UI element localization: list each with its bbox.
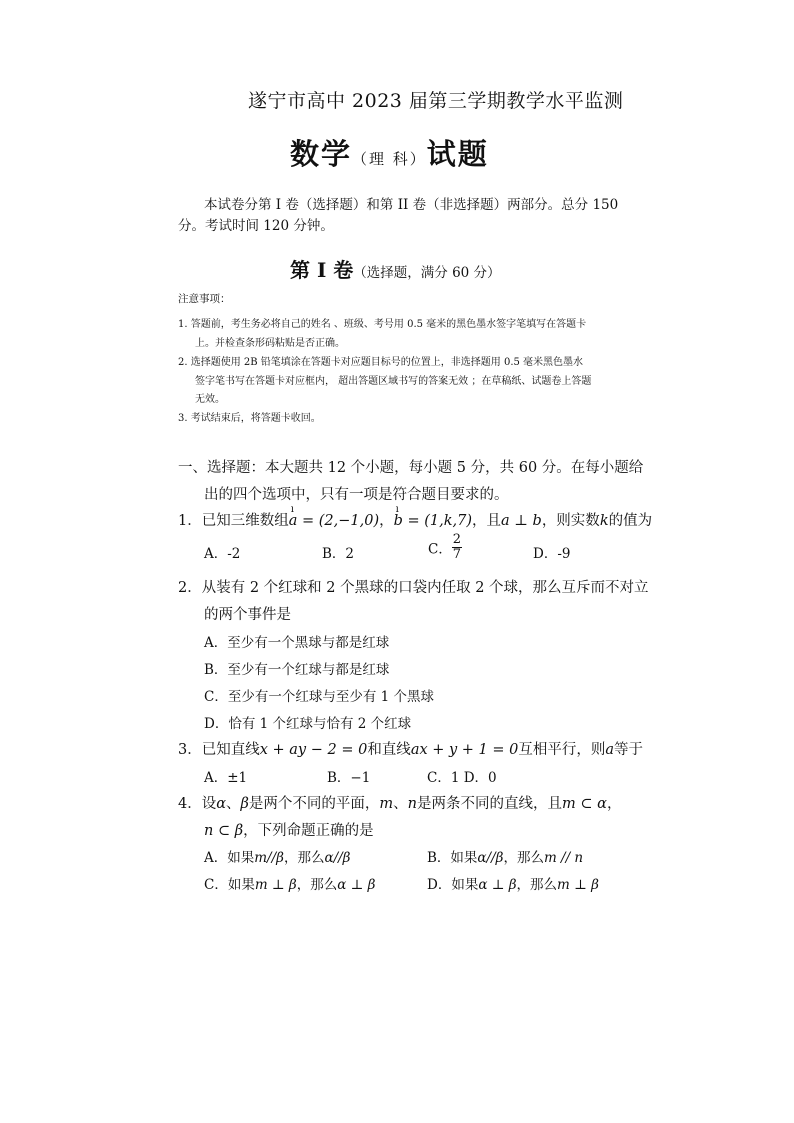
opt-text: ，那么	[283, 850, 325, 866]
q1-option-b: B．2	[322, 546, 355, 562]
q3-option-a: A．±1	[204, 770, 248, 786]
vector-a: ı a = (2,−1,0)	[289, 513, 379, 529]
q4-m: m	[379, 796, 394, 812]
q4-text: 、	[393, 796, 408, 812]
question-1	[178, 509, 652, 530]
q1-option-d: D．-9	[533, 546, 571, 562]
opt-math: m // n	[543, 850, 584, 866]
q1-post-pre: ，则实数	[541, 513, 600, 529]
q1-prefix: 1．已知三维数组	[178, 513, 289, 529]
note-line: 上。并检查条形码粘贴是否正确。	[195, 338, 345, 349]
exam-header: 遂宁市高中 2023 届第三学期教学水平监测	[248, 90, 624, 112]
fraction-denominator: 7	[452, 547, 461, 562]
opt-text: A．如果	[204, 850, 255, 866]
q4-text: 、	[226, 796, 241, 812]
part1-main: 第 I 卷	[290, 258, 354, 282]
q2-option-a: A．至少有一个黑球与都是红球	[204, 635, 390, 651]
q4-option-d	[427, 873, 599, 893]
q2-option-b: B．至少有一个红球与都是红球	[204, 662, 390, 678]
opt-math: m//β	[254, 850, 284, 866]
opt-math: m ⊥ β	[557, 877, 599, 893]
q1-k: k	[599, 513, 609, 529]
q3-option-b: B．−1	[327, 770, 371, 786]
q4-option-c	[204, 873, 375, 893]
section1-line-1: 一、选择题：本大题共 12 个小题，每小题 5 分，共 60 分。在每小题给	[178, 460, 644, 476]
q3-line-1-eq: x + ay − 2 = 0	[259, 742, 368, 758]
q1-condition: a ⊥ b	[501, 513, 542, 529]
opt-math: α//β	[324, 850, 351, 866]
opt-text: ，那么	[503, 850, 544, 866]
q3-post-2: 等于	[614, 742, 644, 758]
q4-text: ，下列命题正确的是	[243, 823, 374, 839]
q2-option-c: C．至少有一个红球与至少有 1 个黑球	[204, 689, 435, 705]
fraction-numerator: 2	[452, 532, 461, 547]
opt-text: B．如果	[427, 850, 478, 866]
title-sub: （理 科）	[352, 150, 427, 168]
q4-option-a	[204, 846, 350, 866]
opt-text: ，那么	[516, 877, 558, 893]
q4-text: 是两个不同的平面，	[248, 796, 380, 812]
notes-heading: 注意事项：	[178, 293, 231, 305]
q2-option-d: D．恰有 1 个红球与恰有 2 个红球	[204, 716, 412, 732]
q1-option-c-fraction	[452, 533, 462, 562]
opt-text: C．如果	[204, 877, 255, 893]
note-line: 签字笔书写在答题卡对应框内， 超出答题区域书写的答案无效 ；在草稿纸、试题卷上答题	[195, 376, 592, 387]
question-2-line-1: 2．从装有 2 个红球和 2 个黑球的口袋内任取 2 个球，那么互斥而不对立	[178, 580, 649, 596]
opt-math: α ⊥ β	[478, 877, 517, 893]
question-4-line-2	[204, 819, 374, 840]
q1-option-c-label: C．	[428, 541, 452, 558]
exam-title	[290, 132, 489, 173]
question-2-line-2: 的两个事件是	[204, 607, 291, 623]
section1-line-2: 出的四个选项中，只有一项是符合题目要求的。	[204, 487, 509, 503]
title-tail: 试题	[426, 137, 489, 171]
q3-option-cd: C．1 D．0	[427, 770, 497, 786]
q4-text: 是两条不同的直线，且	[417, 796, 563, 812]
note-line: 1. 答题前，考生务必将自己的姓名 、班级、考号用 0.5 毫米的黑色墨水签字笔填写在答题卡	[178, 319, 587, 330]
q4-alpha: α	[216, 796, 227, 812]
q4-m-subset-alpha: m ⊂ α	[562, 796, 607, 812]
q4-option-b	[427, 846, 583, 866]
part1-heading	[290, 254, 501, 283]
vector-b: ı b = (1,k,7)	[394, 513, 472, 529]
q3-line-2-eq: ax + y + 1 = 0	[410, 742, 519, 758]
note-line: 2. 选择题使用 2B 铅笔填涂在答题卡对应题目标号的位置上，非选择题用 0.5 毫米黑色墨水	[178, 357, 584, 368]
note-line: 3. 考试结束后，将答题卡收回。	[178, 413, 321, 424]
q1-option-c	[428, 533, 462, 562]
intro-line-1: 本试卷分第 I 卷（选择题）和第 II 卷（非选择题）两部分。总分 150	[204, 197, 619, 213]
opt-math: α ⊥ β	[337, 877, 376, 893]
q1-sep: ，	[379, 513, 394, 529]
opt-math: m ⊥ β	[254, 877, 297, 893]
q4-n: n	[407, 796, 418, 812]
opt-text: ，那么	[296, 877, 338, 893]
intro-line-2: 分。考试时间 120 分钟。	[178, 218, 334, 234]
q4-n-subset-beta: n ⊂ β	[204, 823, 244, 839]
q4-text: ，	[606, 796, 622, 812]
question-4-line-1	[178, 792, 621, 813]
note-line: 无效。	[195, 394, 225, 405]
q4-beta: β	[240, 796, 249, 812]
title-main: 数学	[290, 137, 353, 171]
q4-text: 4．设	[178, 796, 217, 812]
question-3	[178, 738, 643, 759]
q3-mid: 和直线	[367, 742, 411, 758]
q3-post-1: 互相平行，则	[518, 742, 606, 758]
q1-post: 的值为	[608, 513, 653, 529]
opt-text: D．如果	[427, 877, 479, 893]
q3-a: a	[605, 742, 615, 758]
q3-prefix: 3．已知直线	[178, 742, 260, 758]
part1-sub: （选择题，满分 60 分）	[353, 265, 501, 281]
q1-cond-pre: ，且	[472, 513, 502, 529]
opt-math: α//β	[477, 850, 504, 866]
q1-option-a: A．-2	[204, 546, 241, 562]
